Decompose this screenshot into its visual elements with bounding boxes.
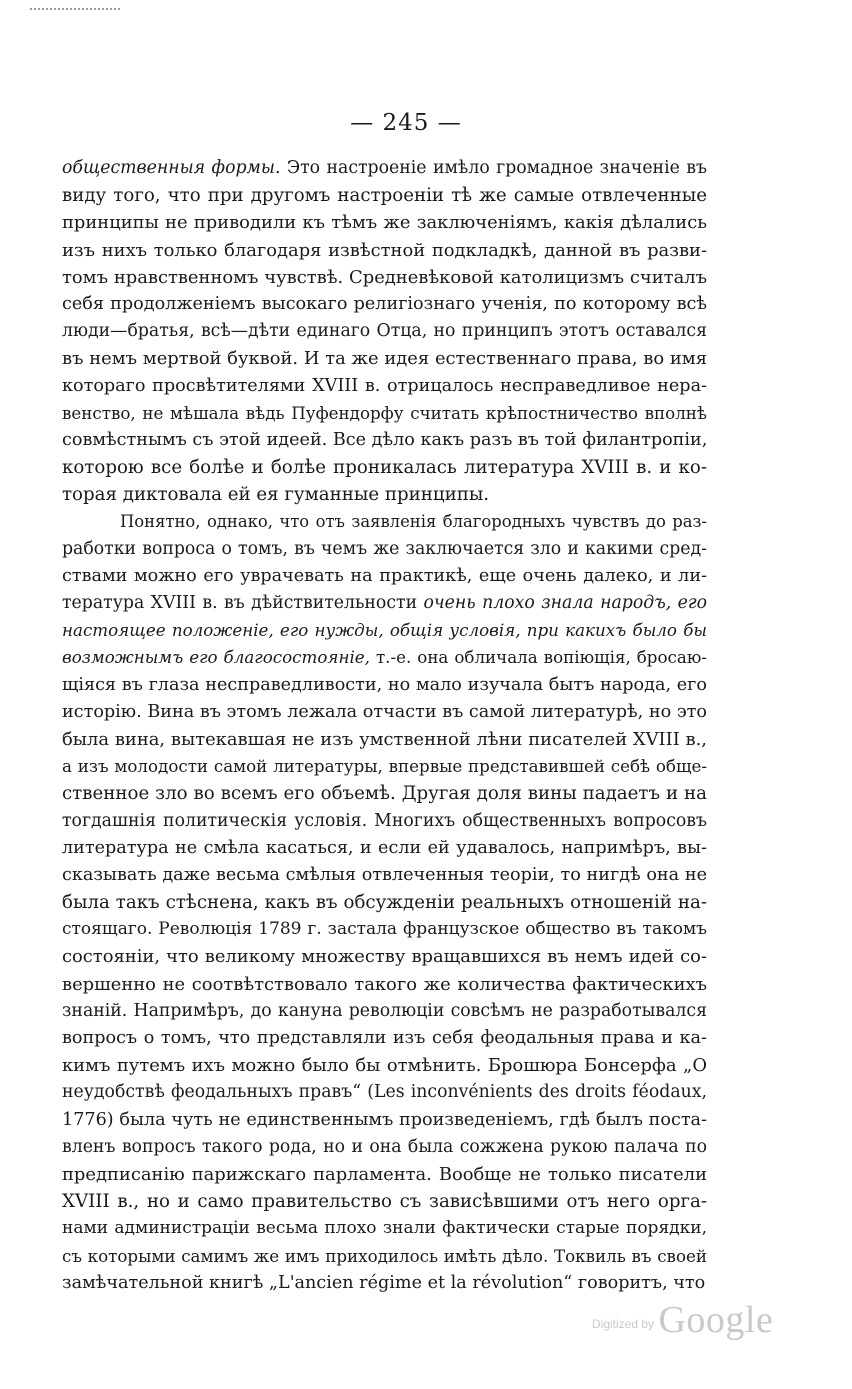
text-run: была такъ стѣснена, какъ въ обсужденіи реальныхъ отношеній на- <box>62 892 707 914</box>
italic-text: очень плохо знала народъ, его <box>423 593 707 613</box>
text-line <box>62 644 707 671</box>
text-run: нами администраціи весьма плохо знали фактически старые порядки, <box>62 1218 707 1239</box>
text-run: неудобствѣ феодальныхъ правъ“ (Les inconvénients des droits féodaux, <box>62 1082 707 1103</box>
text-run: знаній. Напримѣръ, до кануна революціи совсѣмъ не разработывался <box>62 1000 707 1021</box>
text-line <box>62 155 707 182</box>
text-run: сказывать даже весьма смѣлыя отвлеченныя теоріи, то нигдѣ она не <box>62 864 707 885</box>
text-run: вленъ вопросъ такого рода, но и она была сожжена рукою палача по <box>62 1136 707 1157</box>
text-line <box>62 1161 707 1188</box>
text-line <box>62 889 707 916</box>
text-run: вершенно не соотвѣтствовало такого же количества фактическихъ <box>62 973 707 995</box>
text-run: тогдашнія политическія условія. Многихъ общественныхъ вопросовъ <box>62 810 707 831</box>
text-run: котораго просвѣтителями XVIII в. отрицалось несправедливое нера- <box>62 375 707 396</box>
text-line <box>62 590 707 617</box>
text-line <box>62 318 707 345</box>
text-run: стоящаго. Революція 1789 г. застала французское общество въ такомъ <box>62 919 707 940</box>
italic-text: общественныя формы. <box>62 158 281 178</box>
text-run: совмѣстнымъ съ этой идеей. Все дѣло какъ разъ въ той филантропіи, <box>62 429 707 450</box>
text-run: ственное зло во всемъ его объемѣ. Другая доля вины падаетъ и на <box>62 783 707 805</box>
text-run: кимъ путемъ ихъ можно было бы отмѣнить. Брошюра Бонсерфа „О <box>62 1055 707 1077</box>
text-run: XVIII в., но и само правительство съ зависѣвшими отъ него орга- <box>62 1191 707 1213</box>
italic-text: настоящее положеніе, его нужды, общія условія, при какихъ было бы <box>62 620 707 641</box>
text-line <box>62 291 707 318</box>
text-line <box>62 835 707 862</box>
text-line <box>62 916 707 943</box>
text-run: вопросъ о томъ, что представляли изъ себя феодальныя права и ка- <box>62 1028 707 1048</box>
text-line <box>62 373 707 400</box>
text-run: предписанію парижскаго парламента. Вообще не только писатели <box>62 1163 707 1185</box>
text-line <box>62 1188 707 1215</box>
text-line <box>62 617 707 644</box>
text-run: работки вопроса о томъ, въ чемъ же заключается зло и какими сред- <box>62 538 707 559</box>
text-line <box>62 182 707 209</box>
scan-corner-mark <box>30 0 120 10</box>
text-run: Понятно, однако, что отъ заявленія благородныхъ чувствъ до раз- <box>120 512 707 532</box>
text-line <box>62 808 707 835</box>
text-run: которою все болѣе и болѣе проникалась литература XVIII в. и ко- <box>62 457 707 479</box>
text-line <box>62 672 707 699</box>
text-run: а изъ молодости самой литературы, впервые представившей себѣ обще- <box>62 756 707 777</box>
digitized-watermark <box>592 1298 773 1342</box>
text-line <box>62 563 707 590</box>
body-text <box>62 155 707 1297</box>
text-line <box>62 1107 707 1134</box>
text-line <box>62 1134 707 1161</box>
text-run: виду того, что при другомъ настроеніи тѣ же самые отвлеченные <box>62 185 707 207</box>
text-line <box>62 699 707 726</box>
text-line <box>62 943 707 970</box>
text-line <box>62 1079 707 1106</box>
text-line <box>62 237 707 264</box>
text-run: въ немъ мертвой буквой. И та же идея естественнаго права, во имя <box>62 348 707 370</box>
text-line <box>62 780 707 807</box>
text-run: 1776) была чуть не единственнымъ произведеніемъ, гдѣ былъ поста- <box>62 1109 707 1130</box>
text-run: литература не смѣла касаться, и если ей удавалось, напримѣръ, вы- <box>62 837 707 858</box>
text-line <box>62 862 707 889</box>
text-run: томъ нравственномъ чувствѣ. Средневѣковой католицизмъ считалъ <box>62 266 707 288</box>
text-line <box>62 726 707 753</box>
text-line <box>62 508 707 535</box>
text-line <box>62 427 707 454</box>
text-line <box>62 345 707 372</box>
text-line <box>62 1025 707 1052</box>
text-run: Это настроеніе имѣло громадное значеніе въ <box>280 158 707 178</box>
text-run: люди—братья, всѣ—дѣти единаго Отца, но принципъ этотъ оставался <box>62 321 707 342</box>
text-run: щіяся въ глаза несправедливости, но мало изучала бытъ народа, его <box>62 674 707 695</box>
text-line <box>62 1270 707 1297</box>
text-run: тература XVIII в. въ дѣйствительности <box>62 593 424 613</box>
google-logo: Google <box>658 1299 774 1341</box>
text-line <box>62 1215 707 1242</box>
text-line <box>62 209 707 236</box>
text-line <box>62 1243 707 1270</box>
text-run: замѣчательной книгѣ „L'ancien régime et la révolution“ говоритъ, что <box>62 1272 706 1293</box>
text-run: торая диктовала ей ея гуманные принципы. <box>62 484 490 506</box>
text-run: венство, не мѣшала вѣдь Пуфендорфу считать крѣпостничество вполнѣ <box>62 402 707 423</box>
text-line <box>62 971 707 998</box>
text-run: изъ нихъ только благодаря извѣстной подкладкѣ, данной въ разви- <box>62 239 707 261</box>
italic-text: возможнымъ его благосостояніе, <box>62 647 370 668</box>
text-line <box>62 481 707 508</box>
text-line <box>62 1052 707 1079</box>
text-line <box>62 998 707 1025</box>
text-run: т.-е. она обличала вопіющія, бросаю- <box>369 647 707 668</box>
text-line <box>62 536 707 563</box>
text-run: принципы не приводили къ тѣмъ же заключеніямъ, какія дѣлались <box>62 212 707 234</box>
text-line <box>62 264 707 291</box>
text-run: съ которыми самимъ же имъ приходилось имѣть дѣло. Токвиль въ своей <box>62 1245 707 1266</box>
text-run: себя продолженіемъ высокаго религіознаго ученія, по которому всѣ <box>62 293 707 314</box>
page-number: — 245 — <box>350 110 462 136</box>
text-line <box>62 454 707 481</box>
text-run: была вина, вытекавшая не изъ умственной лѣни писателей XVIII в., <box>62 728 707 750</box>
text-run: состояніи, что великому множеству вращавшихся въ немъ идей со- <box>62 946 707 968</box>
text-run: ствами можно его уврачевать на практикѣ, еще очень далеко, и ли- <box>62 565 707 586</box>
text-line <box>62 753 707 780</box>
text-run: исторію. Вина въ этомъ лежала отчасти въ самой литературѣ, но это <box>62 701 707 722</box>
text-line <box>62 400 707 427</box>
watermark-prefix: Digitized by <box>592 1317 655 1331</box>
